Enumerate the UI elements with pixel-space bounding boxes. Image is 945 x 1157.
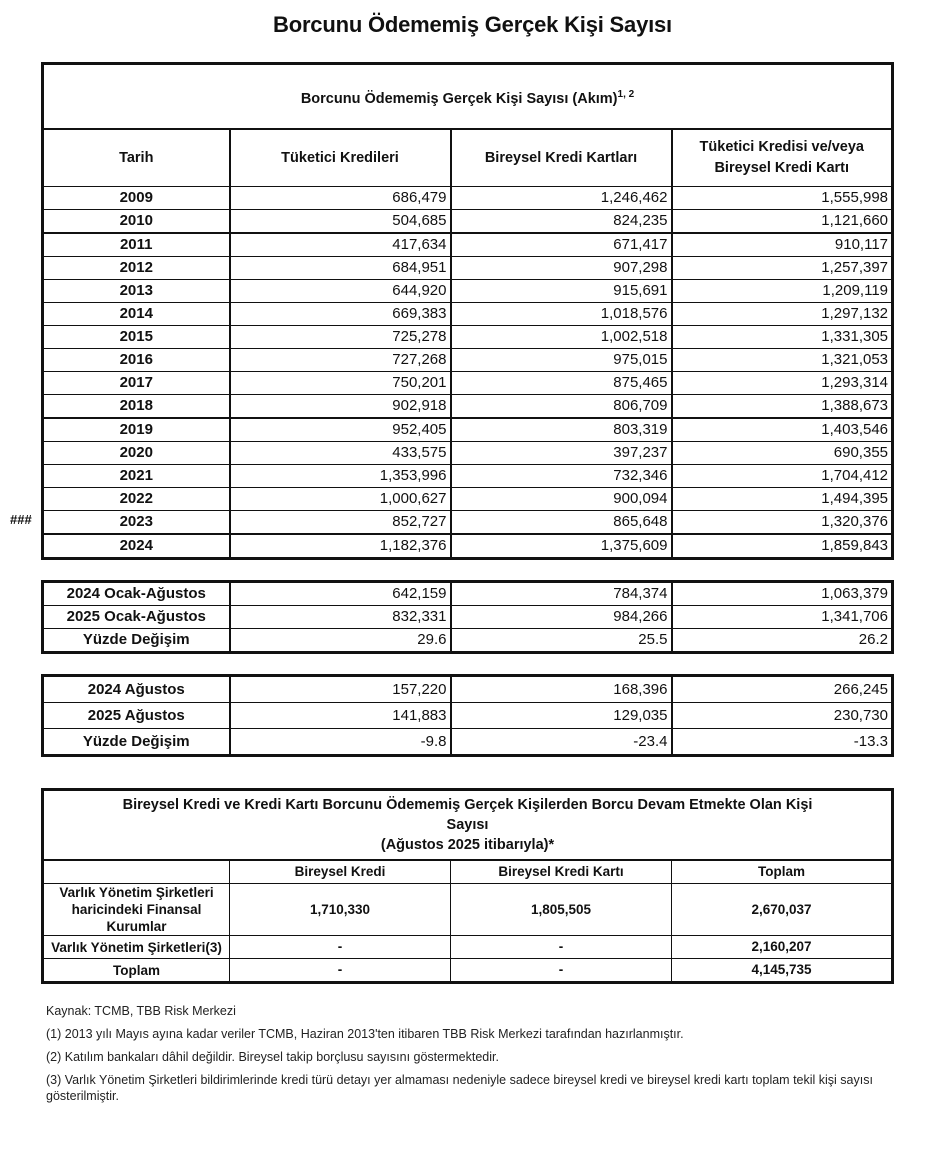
table-row xyxy=(43,187,893,210)
row-label: Toplam xyxy=(43,959,230,983)
table-row xyxy=(43,280,893,303)
cell-value: 875,465 xyxy=(451,372,672,395)
row-label: 2017 xyxy=(43,372,230,395)
cell-value: 1,805,505 xyxy=(451,884,672,936)
row-label: 2023 xyxy=(43,511,230,535)
cell-value: 1,121,660 xyxy=(672,210,893,234)
cell-value: 2,670,037 xyxy=(672,884,893,936)
cell-value: 725,278 xyxy=(230,326,451,349)
footnotes xyxy=(46,1003,906,1111)
ongoing-header-card: Bireysel Kredi Kartı xyxy=(451,860,672,884)
cell-value: 417,634 xyxy=(230,233,451,257)
cell-value: 824,235 xyxy=(451,210,672,234)
ongoing-header-total: Toplam xyxy=(672,860,893,884)
cell-value: 902,918 xyxy=(230,395,451,419)
cell-value: 26.2 xyxy=(672,629,893,653)
row-label: 2015 xyxy=(43,326,230,349)
cell-value: 2,160,207 xyxy=(672,936,893,959)
cell-value: 803,319 xyxy=(451,418,672,442)
table-row xyxy=(43,326,893,349)
cell-value: -23.4 xyxy=(451,729,672,756)
cell-value: - xyxy=(451,936,672,959)
header-either: Tüketici Kredisi ve/veya Bireysel Kredi Kartı xyxy=(672,129,893,187)
period-table xyxy=(41,580,894,654)
cell-value: 230,730 xyxy=(672,703,893,729)
cell-value: 806,709 xyxy=(451,395,672,419)
cell-value: 852,727 xyxy=(230,511,451,535)
cell-value: 29.6 xyxy=(230,629,451,653)
table-row xyxy=(43,442,893,465)
cell-value: 1,209,119 xyxy=(672,280,893,303)
cell-value: 952,405 xyxy=(230,418,451,442)
cell-value: 1,293,314 xyxy=(672,372,893,395)
ongoing-table xyxy=(41,788,894,984)
cell-value: 832,331 xyxy=(230,606,451,629)
row-label: 2019 xyxy=(43,418,230,442)
cell-value: 1,257,397 xyxy=(672,257,893,280)
ongoing-body xyxy=(43,884,893,983)
cell-value: 397,237 xyxy=(451,442,672,465)
cell-value: 642,159 xyxy=(230,582,451,606)
table-row xyxy=(43,465,893,488)
cell-value: 686,479 xyxy=(230,187,451,210)
cell-value: 915,691 xyxy=(451,280,672,303)
table-row xyxy=(43,959,893,983)
cell-value: 1,297,132 xyxy=(672,303,893,326)
row-label: 2010 xyxy=(43,210,230,234)
cell-value: - xyxy=(230,959,451,983)
cell-value: 1,710,330 xyxy=(230,884,451,936)
cell-value: - xyxy=(451,959,672,983)
row-label: Varlık Yönetim Şirketleri(3) xyxy=(43,936,230,959)
cell-value: 1,353,996 xyxy=(230,465,451,488)
table-row xyxy=(43,534,893,559)
month-table xyxy=(41,674,894,757)
cell-value: 1,494,395 xyxy=(672,488,893,511)
table-row xyxy=(43,936,893,959)
row-label: 2025 Ocak-Ağustos xyxy=(43,606,230,629)
table-row xyxy=(43,511,893,535)
table-row xyxy=(43,629,893,653)
cell-value: 1,000,627 xyxy=(230,488,451,511)
month-body xyxy=(43,676,893,756)
row-label: 2020 xyxy=(43,442,230,465)
caption-line-3: (Ağustos 2025 itibarıyla)* xyxy=(380,837,555,853)
cell-value: 975,015 xyxy=(451,349,672,372)
cell-value: 168,396 xyxy=(451,676,672,703)
cell-value: 1,704,412 xyxy=(672,465,893,488)
cell-value: 1,182,376 xyxy=(230,534,451,559)
table-row xyxy=(43,676,893,703)
table-row xyxy=(43,606,893,629)
cell-value: 1,555,998 xyxy=(672,187,893,210)
annual-table xyxy=(41,62,894,560)
table-row xyxy=(43,395,893,419)
row-label: 2021 xyxy=(43,465,230,488)
cell-value: 865,648 xyxy=(451,511,672,535)
table-row xyxy=(43,303,893,326)
cell-value: 1,403,546 xyxy=(672,418,893,442)
annual-table-caption xyxy=(43,64,893,130)
page-title: Borcunu Ödememiş Gerçek Kişi Sayısı xyxy=(273,12,672,37)
row-label: 2024 Ağustos xyxy=(43,676,230,703)
caption-line-1: Bireysel Kredi ve Kredi Kartı Borcunu Ödememiş Gerçek Kişilerden Borcu Devam Etmekte Olan Kişi xyxy=(122,797,813,813)
ongoing-table-caption xyxy=(43,790,893,861)
annual-body xyxy=(43,187,893,559)
cell-value: 1,321,053 xyxy=(672,349,893,372)
cell-value: 433,575 xyxy=(230,442,451,465)
footnote-3: (3) Varlık Yönetim Şirketleri bildirimlerinde kredi türü detayı yer almaması nedeniyle sadece bireysel kredi ve bireysel kredi kartı toplam tekil kişi sayısı gösterilmiştir. xyxy=(46,1073,873,1103)
footnote-2: (2) Katılım bankaları dâhil değildir. Bireysel takip borçlusu sayısını göstermektedir. xyxy=(46,1050,499,1064)
row-label: 2014 xyxy=(43,303,230,326)
table-row xyxy=(43,233,893,257)
header-row xyxy=(43,129,893,187)
overflow-marker: ### xyxy=(10,512,32,527)
table-row xyxy=(43,210,893,234)
cell-value: 690,355 xyxy=(672,442,893,465)
row-label: 2022 xyxy=(43,488,230,511)
caption-footnote-ref: 1, 2 xyxy=(617,88,635,100)
cell-value: 1,246,462 xyxy=(451,187,672,210)
footnote-1: (1) 2013 yılı Mayıs ayına kadar veriler TCMB, Haziran 2013'ten itibaren TBB Risk Merkezi tarafından hazırlanmıştır. xyxy=(46,1027,684,1041)
cell-value: 1,063,379 xyxy=(672,582,893,606)
row-label: 2018 xyxy=(43,395,230,419)
row-label: 2009 xyxy=(43,187,230,210)
cell-value: 984,266 xyxy=(451,606,672,629)
cell-value: -13.3 xyxy=(672,729,893,756)
cell-value: 1,331,305 xyxy=(672,326,893,349)
cell-value: 669,383 xyxy=(230,303,451,326)
caption-line-2: Sayısı xyxy=(446,817,489,833)
cell-value: 750,201 xyxy=(230,372,451,395)
table-row xyxy=(43,488,893,511)
cell-value: - xyxy=(230,936,451,959)
table-row xyxy=(43,884,893,936)
cell-value: 732,346 xyxy=(451,465,672,488)
table-row xyxy=(43,729,893,756)
table-row xyxy=(43,372,893,395)
cell-value: 1,002,518 xyxy=(451,326,672,349)
source-note: Kaynak: TCMB, TBB Risk Merkezi xyxy=(46,1004,236,1018)
row-label: 2013 xyxy=(43,280,230,303)
row-label: 2024 Ocak-Ağustos xyxy=(43,582,230,606)
table-row xyxy=(43,418,893,442)
cell-value: 141,883 xyxy=(230,703,451,729)
cell-value: 1,320,376 xyxy=(672,511,893,535)
row-label: Varlık Yönetim Şirketleri haricindeki Finansal Kurumlar xyxy=(43,884,230,936)
caption-text: Borcunu Ödememiş Gerçek Kişi Sayısı (Akım) xyxy=(300,90,618,107)
cell-value: 129,035 xyxy=(451,703,672,729)
row-label: 2024 xyxy=(43,534,230,559)
period-body xyxy=(43,582,893,653)
cell-value: 25.5 xyxy=(451,629,672,653)
row-label: 2011 xyxy=(43,233,230,257)
row-label: 2012 xyxy=(43,257,230,280)
row-label: 2025 Ağustos xyxy=(43,703,230,729)
cell-value: 266,245 xyxy=(672,676,893,703)
cell-value: 900,094 xyxy=(451,488,672,511)
table-row xyxy=(43,582,893,606)
header-date: Tarih xyxy=(43,129,230,187)
header-credit-cards: Bireysel Kredi Kartları xyxy=(451,129,672,187)
ongoing-header-empty xyxy=(43,860,230,884)
cell-value: 910,117 xyxy=(672,233,893,257)
cell-value: 1,018,576 xyxy=(451,303,672,326)
cell-value: 644,920 xyxy=(230,280,451,303)
cell-value: 1,859,843 xyxy=(672,534,893,559)
ongoing-header-credit: Bireysel Kredi xyxy=(230,860,451,884)
cell-value: 1,388,673 xyxy=(672,395,893,419)
cell-value: 1,341,706 xyxy=(672,606,893,629)
header-consumer-loans: Tüketici Kredileri xyxy=(230,129,451,187)
table-row xyxy=(43,349,893,372)
row-label: Yüzde Değişim xyxy=(43,729,230,756)
cell-value: 4,145,735 xyxy=(672,959,893,983)
cell-value: -9.8 xyxy=(230,729,451,756)
cell-value: 727,268 xyxy=(230,349,451,372)
table-row xyxy=(43,257,893,280)
table-row xyxy=(43,703,893,729)
cell-value: 671,417 xyxy=(451,233,672,257)
row-label: Yüzde Değişim xyxy=(43,629,230,653)
cell-value: 684,951 xyxy=(230,257,451,280)
row-label: 2016 xyxy=(43,349,230,372)
cell-value: 907,298 xyxy=(451,257,672,280)
cell-value: 504,685 xyxy=(230,210,451,234)
cell-value: 157,220 xyxy=(230,676,451,703)
ongoing-header-row xyxy=(43,860,893,884)
cell-value: 1,375,609 xyxy=(451,534,672,559)
cell-value: 784,374 xyxy=(451,582,672,606)
